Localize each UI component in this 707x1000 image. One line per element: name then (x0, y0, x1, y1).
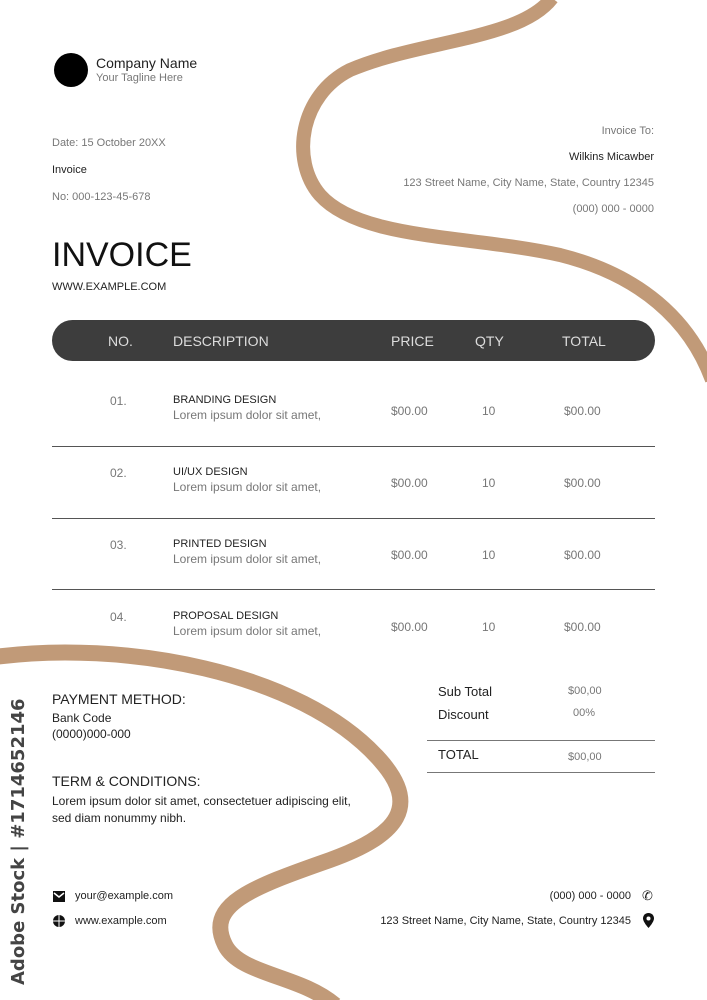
invoice-label: Invoice (52, 164, 87, 176)
row-divider (52, 589, 655, 590)
row-title: UI/UX DESIGN (173, 466, 248, 478)
invoice-number: No: 000-123-45-678 (52, 191, 151, 203)
row-divider (52, 446, 655, 447)
row-price: $00.00 (391, 548, 428, 562)
footer-address: 123 Street Name, City Name, State, Country 12345 (380, 915, 631, 927)
header-total: TOTAL (562, 333, 606, 349)
terms-heading: TERM & CONDITIONS: (52, 773, 201, 789)
row-number: 01. (110, 394, 127, 408)
invoice-date: Date: 15 October 20XX (52, 137, 166, 149)
globe-icon (53, 915, 65, 927)
row-qty: 10 (482, 476, 496, 490)
summary-divider (427, 772, 655, 773)
table-row (52, 518, 655, 590)
row-title: BRANDING DESIGN (173, 394, 277, 406)
client-address: 123 Street Name, City Name, State, Country 12345 (403, 177, 654, 189)
footer-website[interactable]: www.example.com (75, 915, 167, 927)
row-total: $00.00 (564, 620, 601, 634)
payment-heading: PAYMENT METHOD: (52, 691, 186, 707)
row-price: $00.00 (391, 476, 428, 490)
total-label: TOTAL (438, 747, 479, 762)
subtotal-label: Sub Total (438, 684, 492, 699)
row-number: 04. (110, 610, 127, 624)
client-name: Wilkins Micawber (569, 151, 654, 163)
website-upper: WWW.EXAMPLE.COM (52, 281, 167, 293)
header-no: NO. (108, 333, 133, 349)
table-row (52, 446, 655, 518)
header-description: DESCRIPTION (173, 333, 269, 349)
invoice-to-heading: Invoice To: (601, 125, 654, 137)
summary-divider (427, 740, 655, 741)
row-description: Lorem ipsum dolor sit amet, (173, 552, 322, 566)
row-qty: 10 (482, 620, 496, 634)
row-price: $00.00 (391, 620, 428, 634)
table-header (52, 320, 655, 361)
row-divider (52, 518, 655, 519)
footer-phone: (000) 000 - 0000 (549, 890, 631, 902)
header-price: PRICE (391, 333, 434, 349)
row-description: Lorem ipsum dolor sit amet, (173, 408, 322, 422)
header-qty: QTY (475, 333, 504, 349)
row-number: 02. (110, 466, 127, 480)
email-icon (53, 891, 65, 902)
row-total: $00.00 (564, 476, 601, 490)
client-phone: (000) 000 - 0000 (572, 203, 654, 215)
row-qty: 10 (482, 404, 496, 418)
total-value: $00,00 (568, 751, 602, 763)
terms-line-2: sed diam nonummy nibh. (52, 811, 187, 825)
bank-code: (0000)000-000 (52, 727, 131, 741)
row-title: PROPOSAL DESIGN (173, 610, 279, 622)
row-description: Lorem ipsum dolor sit amet, (173, 480, 322, 494)
table-row (52, 374, 655, 446)
footer-email[interactable]: your@example.com (75, 890, 173, 902)
company-tagline: Your Tagline Here (96, 72, 183, 84)
page-title: INVOICE (52, 236, 192, 274)
company-name: Company Name (96, 55, 198, 71)
row-number: 03. (110, 538, 127, 552)
row-qty: 10 (482, 548, 496, 562)
row-price: $00.00 (391, 404, 428, 418)
location-pin-icon (643, 913, 654, 928)
terms-line-1: Lorem ipsum dolor sit amet, consectetuer adipiscing elit, (52, 794, 351, 808)
subtotal-value: $00,00 (568, 685, 602, 697)
discount-label: Discount (438, 707, 489, 722)
row-total: $00.00 (564, 548, 601, 562)
company-logo (54, 53, 88, 87)
stock-watermark: Adobe Stock | #1714652146 (8, 698, 29, 985)
bank-label: Bank Code (52, 711, 112, 725)
table-row (52, 590, 655, 662)
row-total: $00.00 (564, 404, 601, 418)
row-title: PRINTED DESIGN (173, 538, 267, 550)
phone-icon: ✆ (642, 888, 653, 903)
row-description: Lorem ipsum dolor sit amet, (173, 624, 322, 638)
discount-value: 00% (573, 707, 596, 719)
